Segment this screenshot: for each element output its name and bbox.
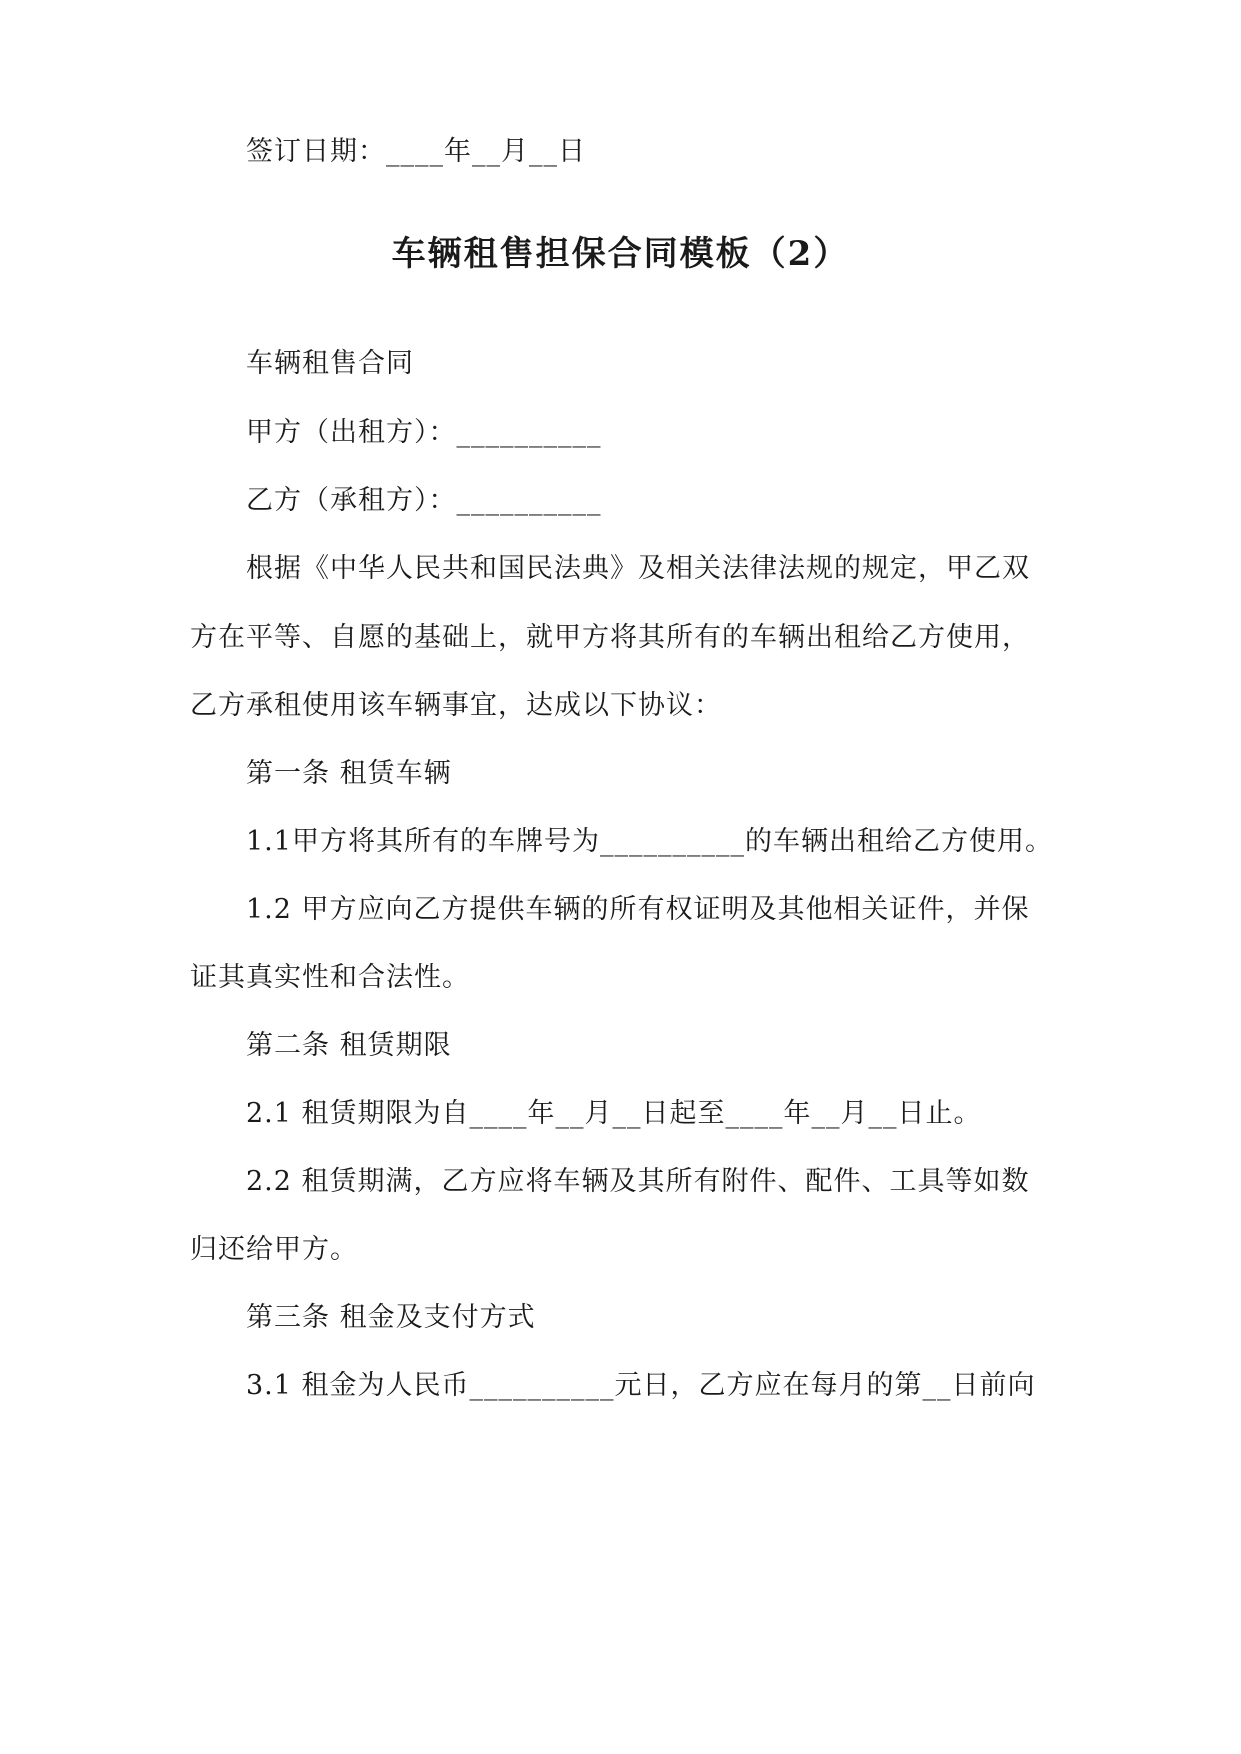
clause-2-2-line-1: 2.2 租赁期满，乙方应将车辆及其所有附件、配件、工具等如数: [246, 1166, 1030, 1197]
preamble-line-2: 方在平等、自愿的基础上，就甲方将其所有的车辆出租给乙方使用，: [190, 622, 1030, 653]
contract-subtitle: 车辆租售合同: [246, 348, 414, 379]
clause-3-1: 3.1 租金为人民币__________元日，乙方应在每月的第__日前向: [246, 1370, 1036, 1401]
clause-1-2-line-1: 1.2 甲方应向乙方提供车辆的所有权证明及其他相关证件，并保: [246, 894, 1030, 925]
preamble-line-1: 根据《中华人民共和国民法典》及相关法律法规的规定，甲乙双: [246, 553, 1030, 584]
document-title: 车辆租售担保合同模板（2）: [391, 234, 850, 274]
party-a-line: 甲方（出租方）：__________: [246, 417, 602, 448]
signing-date: 签订日期：____年__月__日: [246, 136, 586, 167]
clause-1-1: 1.1甲方将其所有的车牌号为__________的车辆出租给乙方使用。: [246, 826, 1053, 857]
clause-2-2-line-2: 归还给甲方。: [190, 1234, 358, 1265]
article-3-heading: 第三条 租金及支付方式: [246, 1302, 536, 1333]
article-1-heading: 第一条 租赁车辆: [246, 758, 452, 789]
article-2-heading: 第二条 租赁期限: [246, 1030, 452, 1061]
preamble-line-3: 乙方承租使用该车辆事宜，达成以下协议：: [190, 690, 722, 721]
clause-1-2-line-2: 证其真实性和合法性。: [190, 962, 470, 993]
party-b-line: 乙方（承租方）：__________: [246, 485, 602, 516]
clause-2-1: 2.1 租赁期限为自____年__月__日起至____年__月__日止。: [246, 1098, 982, 1129]
